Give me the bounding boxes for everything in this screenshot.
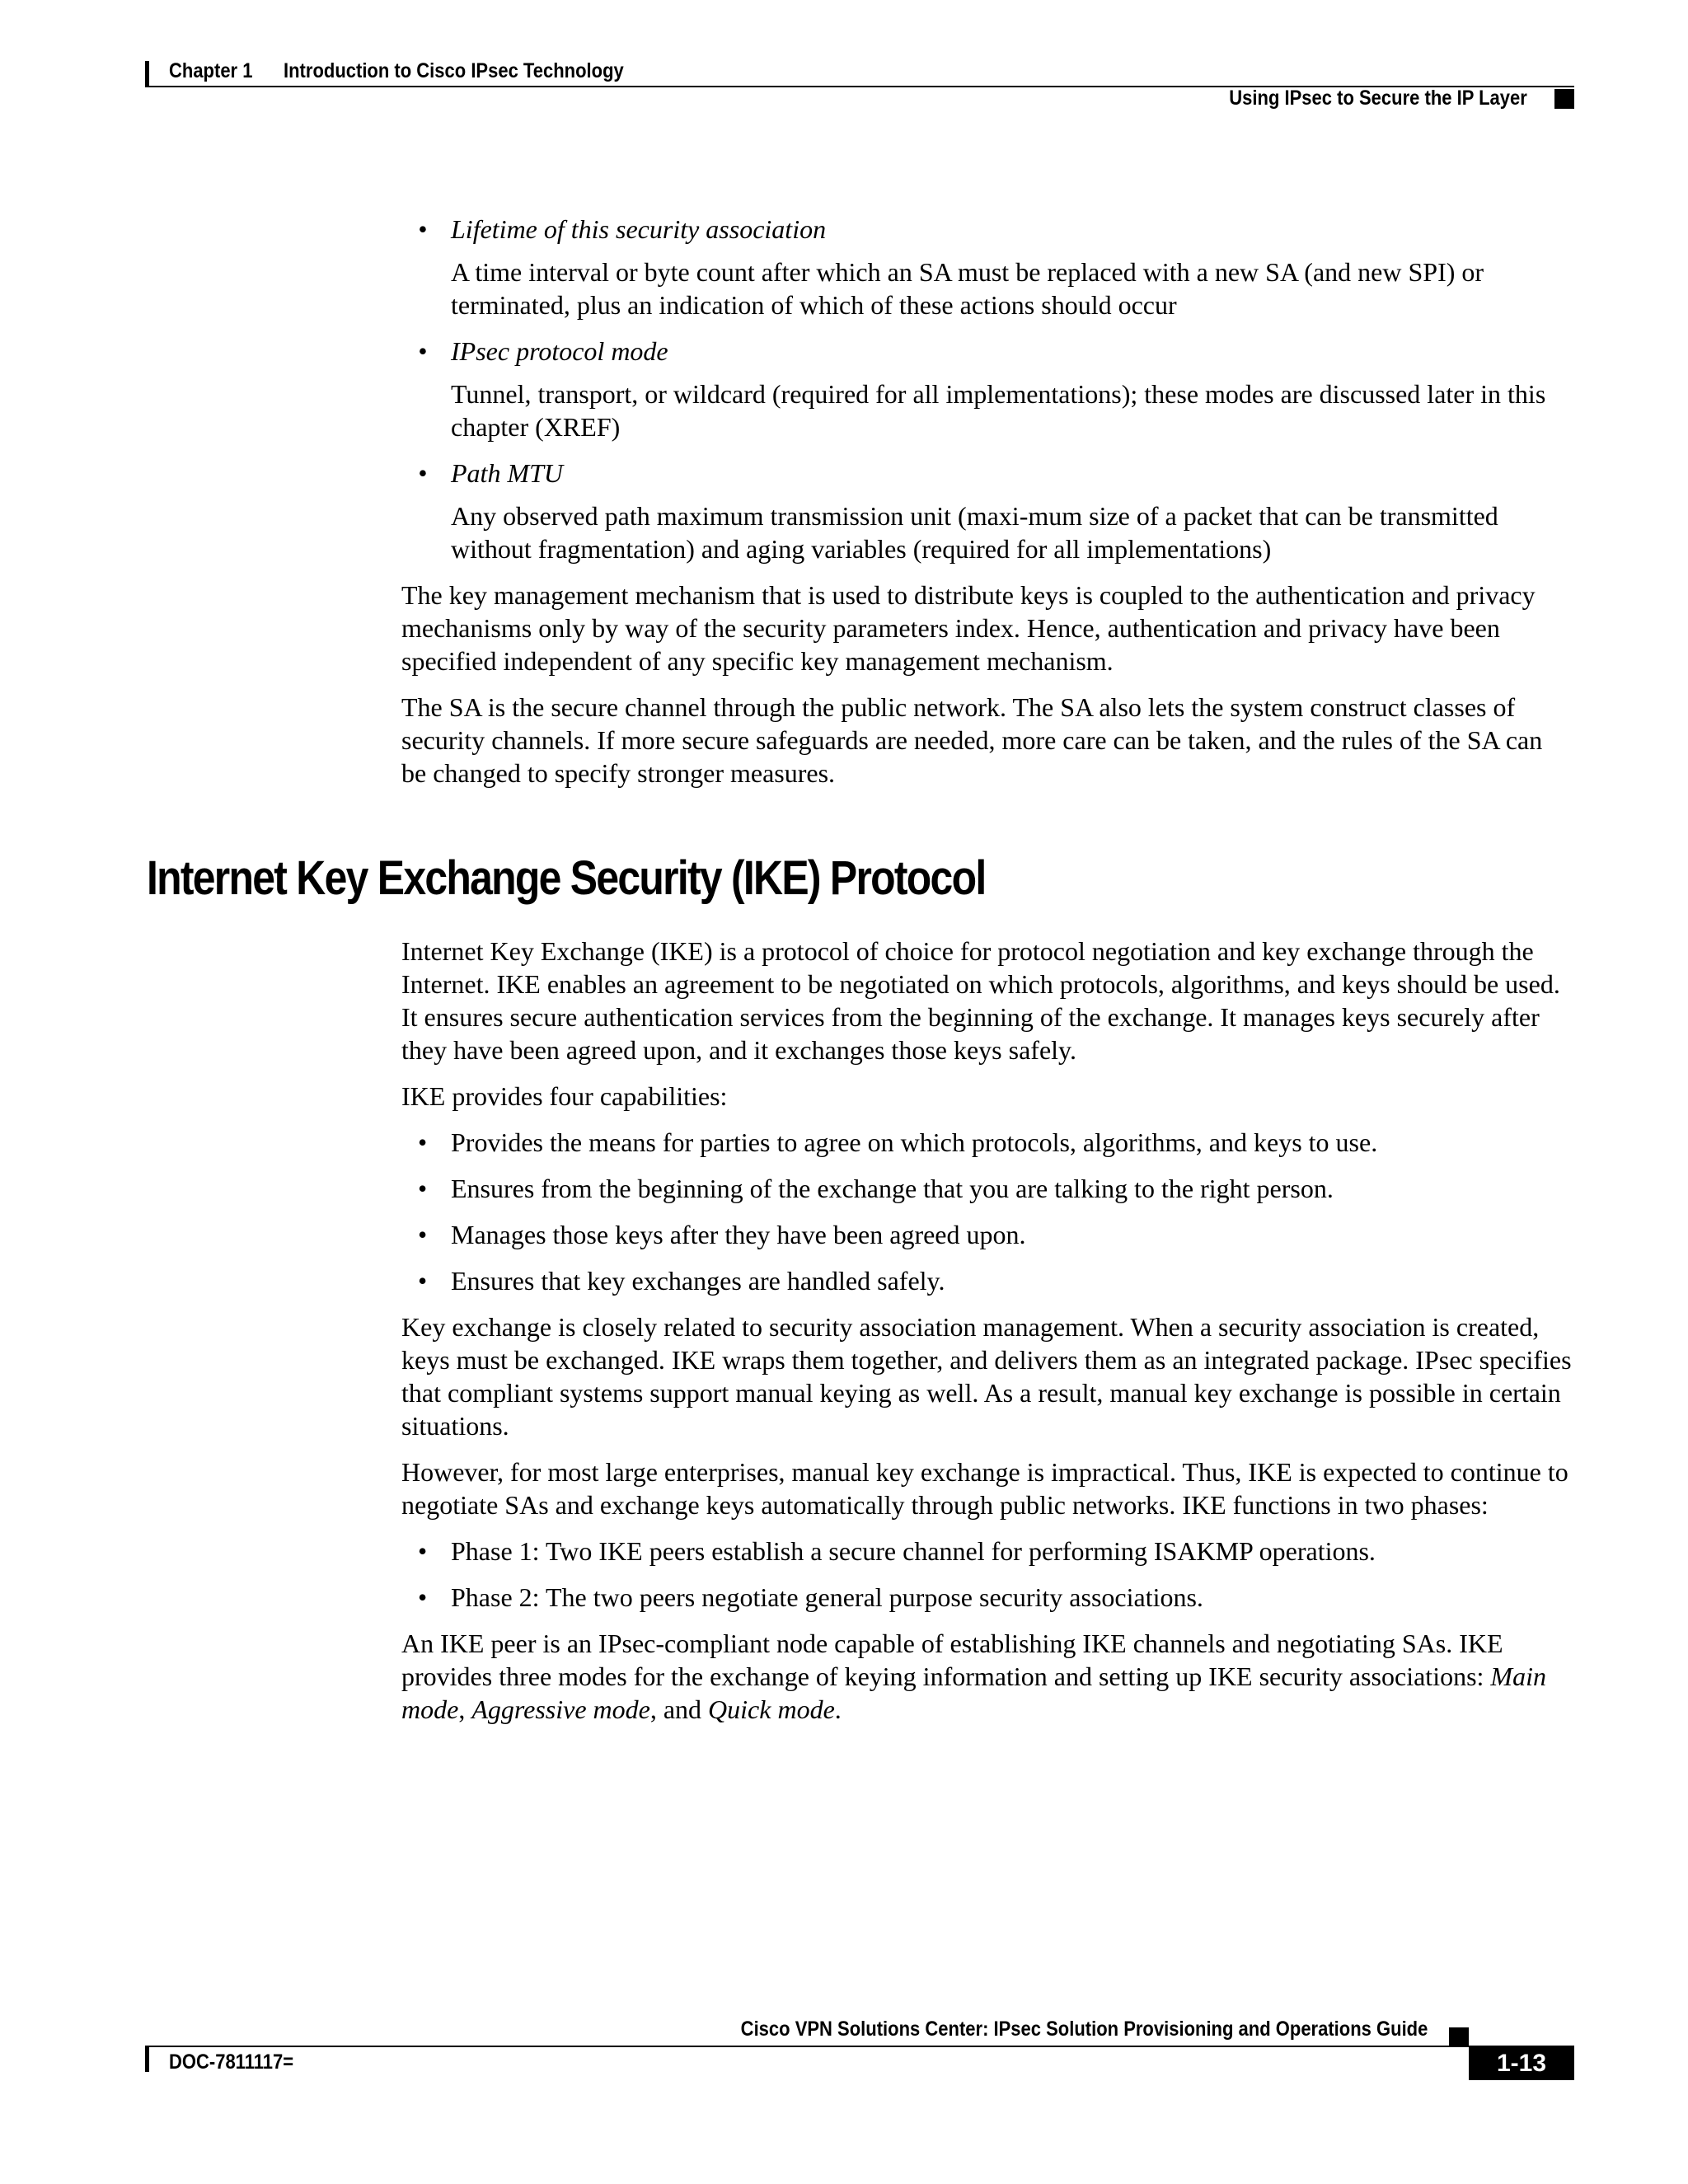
list-item-term: • Lifetime of this security association <box>451 213 1572 246</box>
header-left-bar <box>145 61 149 87</box>
list-item-term: • Path MTU <box>451 457 1572 490</box>
list-item-description: Any observed path maximum transmission unit (maxi-mum size of a packet that can be transmitted without fragmentation) and aging variables (required for all implementations) <box>451 501 1498 564</box>
end-period: . <box>834 1694 842 1724</box>
list-item: • Manages those keys after they have been agreed upon. <box>451 1218 1572 1251</box>
list-item: • Provides the means for parties to agree on which protocols, algorithms, and keys to use. <box>451 1126 1572 1159</box>
header-right-square <box>1554 89 1574 109</box>
paragraph-ike-peer <box>401 1627 1572 1726</box>
footer-right-square <box>1449 2027 1469 2047</box>
separator: , and <box>649 1694 709 1724</box>
paragraph-enterprises: However, for most large enterprises, manual key exchange is impractical. Thus, IKE is expected to continue to negotiate SAs and exchange keys automatically through public networks. IKE functions in two phases: <box>401 1457 1568 1520</box>
list-item-description: A time interval or byte count after which an SA must be replaced with a new SA (and new SPI) or terminated, plus an indication of which of these actions should occur <box>451 257 1484 320</box>
header-chapter: Chapter 1 <box>169 59 253 82</box>
footer-left-bar <box>145 2047 149 2072</box>
paragraph-key-exchange: Key exchange is closely related to security association management. When a security association is created, keys must be exchanged. IKE wraps them together, and delivers them as an integrated package. IPsec specifies that compliant systems support manual keying as well. As a result, manual key exchange is possible in certain situations. <box>401 1312 1572 1441</box>
list-item-term: • IPsec protocol mode <box>451 335 1572 368</box>
list-item: • Ensures that key exchanges are handled safely. <box>451 1264 1572 1297</box>
paragraph-ike-intro: Internet Key Exchange (IKE) is a protocol of choice for protocol negotiation and key exchange through the Internet. IKE enables an agreement to be negotiated on which protocols, algorithms, and keys should be used. It ensures secure authentication services from the beginning of the exchange. It manages keys securely after they have been agreed upon, and it exchanges those keys safely. <box>401 936 1560 1065</box>
list-item: • Ensures from the beginning of the exchange that you are talking to the right person. <box>451 1172 1572 1205</box>
header-section: Using IPsec to Secure the IP Layer <box>1229 87 1527 110</box>
page-number: 1-13 <box>1469 2047 1574 2080</box>
paragraph-ike-peer-text: An IKE peer is an IPsec-compliant node capable of establishing IKE channels and negotiating SAs. IKE provides three modes for the exchange of keying information and setting up IKE security associations: <box>401 1629 1503 1691</box>
content-lower <box>401 935 1572 1739</box>
mode-aggressive: Aggressive mode <box>471 1694 650 1724</box>
mode-main: Main mode <box>401 1661 1546 1724</box>
footer-guide-title: Cisco VPN Solutions Center: IPsec Solution Provisioning and Operations Guide <box>740 2018 1428 2041</box>
footer-rule <box>145 2046 1574 2047</box>
mode-quick: Quick mode <box>708 1694 835 1724</box>
list-item-description: Tunnel, transport, or wildcard (required for all implementations); these modes are discussed later in this chapter (XREF) <box>451 379 1546 442</box>
list-item: • Phase 2: The two peers negotiate general purpose security associations. <box>451 1581 1572 1614</box>
header-chapter-title: Introduction to Cisco IPsec Technology <box>284 59 624 82</box>
paragraph-capabilities: IKE provides four capabilities: <box>401 1081 728 1111</box>
paragraph-key-management: The key management mechanism that is used to distribute keys is coupled to the authentication and privacy mechanisms only by way of the security parameters index. Hence, authentication and privacy have been specified independent of any specific key management mechanism. <box>401 580 1536 676</box>
section-heading: Internet Key Exchange Security (IKE) Protocol <box>147 851 986 905</box>
footer-doc-number: DOC-7811117= <box>169 2050 294 2074</box>
separator: , <box>458 1694 472 1724</box>
content-upper <box>401 213 1572 803</box>
paragraph-sa: The SA is the secure channel through the public network. The SA also lets the system construct classes of security channels. If more secure safeguards are needed, more care can be taken, and the rules of the SA can be changed to specify stronger measures. <box>401 692 1543 788</box>
list-item: • Phase 1: Two IKE peers establish a secure channel for performing ISAKMP operations. <box>451 1535 1572 1568</box>
